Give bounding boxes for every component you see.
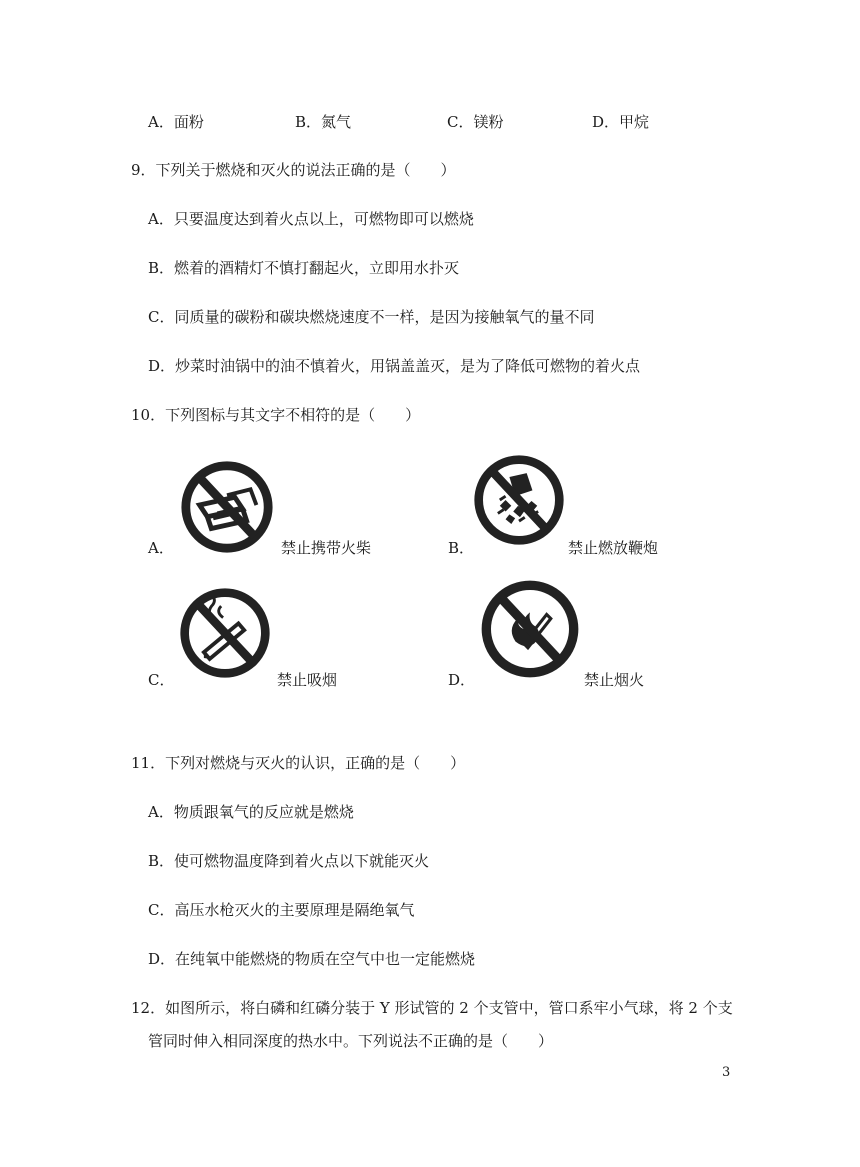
option-text: 氮气 xyxy=(321,113,352,131)
q10-option-d-caption: 禁止烟火 xyxy=(584,671,645,689)
q10-option-d-letter: D． xyxy=(448,671,476,689)
q10-option-b-caption: 禁止燃放鞭炮 xyxy=(568,539,659,557)
q10-option-c-caption: 禁止吸烟 xyxy=(277,671,338,689)
q10-option-a-letter: A． xyxy=(148,539,174,557)
no-open-flame-icon xyxy=(478,577,582,681)
option-letter: D． xyxy=(592,113,620,131)
q9-option-d: D．炒菜时油锅中的油不慎着火，用锅盖盖灭，是为了降低可燃物的着火点 xyxy=(148,357,641,375)
option-text: 镁粉 xyxy=(473,113,504,131)
q11-option-b: B．使可燃物温度降到着火点以下就能灭火 xyxy=(148,852,430,870)
q12-stem-line1: 12．如图所示，将白磷和红磷分装于 Y 形试管的 2 个支管中，管口系牢小气球，将 2 个支 xyxy=(131,999,733,1017)
option-letter: B． xyxy=(295,113,322,131)
q10-stem: 10．下列图标与其文字不相符的是（ ） xyxy=(131,406,421,424)
no-matches-icon xyxy=(178,458,276,556)
q10-option-c-letter: C． xyxy=(148,671,175,689)
q8-option-a xyxy=(148,112,204,132)
q9-stem: 9．下列关于燃烧和灭火的说法正确的是（ ） xyxy=(131,161,456,179)
q9-option-c: C．同质量的碳粉和碳块燃烧速度不一样，是因为接触氧气的量不同 xyxy=(148,308,595,326)
option-text: 面粉 xyxy=(173,113,204,131)
q11-option-d: D．在纯氧中能燃烧的物质在空气中也一定能燃烧 xyxy=(148,950,476,968)
q10-option-b-letter: B． xyxy=(448,539,475,557)
q9-option-b: B．燃着的酒精灯不慎打翻起火，立即用水扑灭 xyxy=(148,259,460,277)
option-text: 甲烷 xyxy=(619,113,650,131)
page-number: 3 xyxy=(722,1065,731,1080)
no-firecrackers-icon xyxy=(471,452,567,548)
option-letter: A． xyxy=(148,113,174,131)
q10-option-a-caption: 禁止携带火柴 xyxy=(281,539,372,557)
q11-stem: 11．下列对燃烧与灭火的认识，正确的是（ ） xyxy=(131,754,466,772)
no-smoking-icon xyxy=(177,585,273,681)
q11-option-a: A．物质跟氧气的反应就是燃烧 xyxy=(148,803,354,821)
q8-option-c xyxy=(447,112,504,132)
q12-stem-line2: 管同时伸入相同深度的热水中。下列说法不正确的是（ ） xyxy=(148,1032,554,1050)
q11-option-c: C．高压水枪灭火的主要原理是隔绝氧气 xyxy=(148,901,415,919)
option-letter: C． xyxy=(447,113,474,131)
q9-option-a: A．只要温度达到着火点以上，可燃物即可以燃烧 xyxy=(148,210,474,228)
q8-option-b xyxy=(295,112,351,132)
q8-option-d xyxy=(592,112,649,132)
